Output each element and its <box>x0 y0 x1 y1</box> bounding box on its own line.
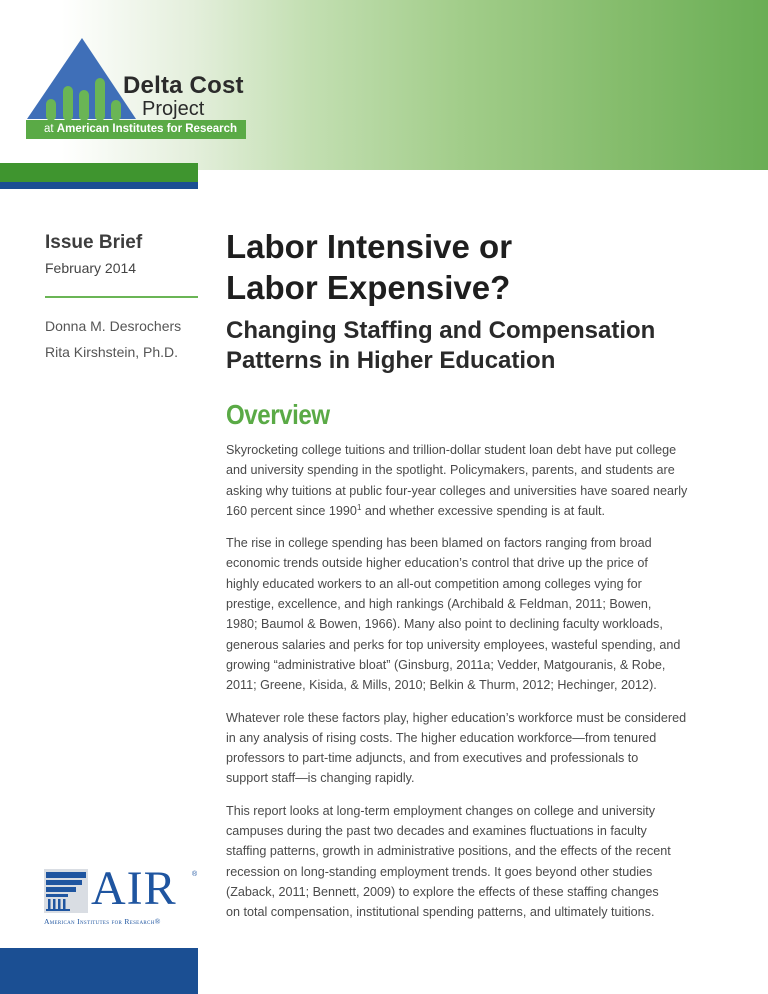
logo-subtitle: Project <box>142 98 205 120</box>
main-content <box>226 226 746 923</box>
paragraph-line: Skyrocketing college tuitions and trillion-dollar student loan debt have put college <box>226 443 677 457</box>
air-full-name: American Institutes for Research® <box>44 917 161 926</box>
paragraph <box>226 440 746 521</box>
blue-stripe <box>0 182 198 189</box>
title-line: Labor Intensive or <box>226 228 513 265</box>
paragraph-line: recession on long-standing employment trends. It goes beyond other studies <box>226 864 653 879</box>
paragraph <box>226 708 746 789</box>
title-line: Labor Expensive? <box>226 269 511 306</box>
paragraph-line: generous salaries and perks for top university employees, wasteful spending, and <box>226 637 681 652</box>
sidebar <box>45 232 200 360</box>
publication-date: February 2014 <box>45 260 137 276</box>
issue-brief-label: Issue Brief <box>45 232 143 253</box>
author-name: Rita Kirshstein, Ph.D. <box>45 344 179 360</box>
paragraph-line: asking why tuitions at public four-year colleges and universities have soared nearly <box>226 483 688 498</box>
air-wordmark: AIR <box>91 862 177 915</box>
logo-banner <box>26 120 246 139</box>
paragraph-line: 1980; Baumol & Bowen, 1966). Many also point to declining faculty workloads, <box>226 617 663 632</box>
author-name: Donna M. Desrochers <box>45 318 182 334</box>
page-title <box>226 226 746 308</box>
logo-banner-org: American Institutes for Research <box>56 123 238 135</box>
paragraph-line: growing “administrative bloat” (Ginsburg, 2011a; Vedder, Matgouranis, & Robe, <box>226 657 666 672</box>
paragraph <box>226 801 746 923</box>
paragraph-line: campuses during the past two decades and examines fluctuations in faculty <box>226 824 647 839</box>
subtitle-line: Changing Staffing and Compensation <box>226 317 656 344</box>
paragraph-line: economic trends outside higher education’s control that drive up the price of <box>226 556 648 571</box>
paragraph-line: professors to part-time adjuncts, and from executives and professionals to <box>226 751 639 766</box>
paragraph-line: in any analysis of rising costs. The higher education workforce—from tenured <box>226 730 657 745</box>
air-logo <box>44 862 204 929</box>
column-capital-icon <box>44 869 88 913</box>
paragraph-line: highly educated workers to an all-out competition among colleges vying for <box>226 576 642 591</box>
footer-blue-block <box>0 948 198 994</box>
delta-cost-project-logo <box>0 0 260 150</box>
registered-mark: ® <box>192 871 198 878</box>
paragraph-line: Whatever role these factors play, higher education’s workforce must be considered <box>226 710 687 725</box>
paragraph <box>226 533 746 695</box>
paragraph-line: and university spending in the spotlight. Policymakers, parents, and students are <box>226 463 675 478</box>
sidebar-divider <box>45 296 198 298</box>
paragraph-line: (Zaback, 2011; Bennett, 2009) to explore the effects of these staffing changes <box>226 884 659 899</box>
paragraph-text: 160 percent since 1990 <box>226 503 357 518</box>
footnote-marker[interactable]: 1 <box>356 502 362 512</box>
logo-banner-prefix: at <box>44 123 57 135</box>
paragraph-line: support staff—is changing rapidly. <box>226 771 415 786</box>
paragraph-text: and whether excessive spending is at fault. <box>361 503 606 518</box>
paragraph-line: on total compensation, institutional spending patterns, and ultimately tuitions. <box>226 905 655 920</box>
logo-title: Delta Cost <box>123 72 244 99</box>
green-stripe <box>0 163 198 182</box>
paragraph-line: prestige, excellence, and high rankings (Archibald & Feldman, 2011; Bowen, <box>226 597 652 612</box>
subtitle-line: Patterns in Higher Education <box>226 347 556 374</box>
paragraph-line: 2011; Greene, Kisida, & Mills, 2010; Belkin & Thurm, 2012; Hechinger, 2012). <box>226 678 657 693</box>
paragraph-line: staffing patterns, growth in administrative positions, and the effects of the recent <box>226 844 671 859</box>
section-heading-overview: Overview <box>226 399 330 430</box>
page-subtitle <box>226 316 746 376</box>
paragraph-line: This report looks at long-term employment changes on college and university <box>226 803 656 818</box>
paragraph-line: The rise in college spending has been blamed on factors ranging from broad <box>226 536 652 551</box>
triangle-bar-chart-icon <box>0 0 150 125</box>
paragraph-line <box>226 501 746 521</box>
